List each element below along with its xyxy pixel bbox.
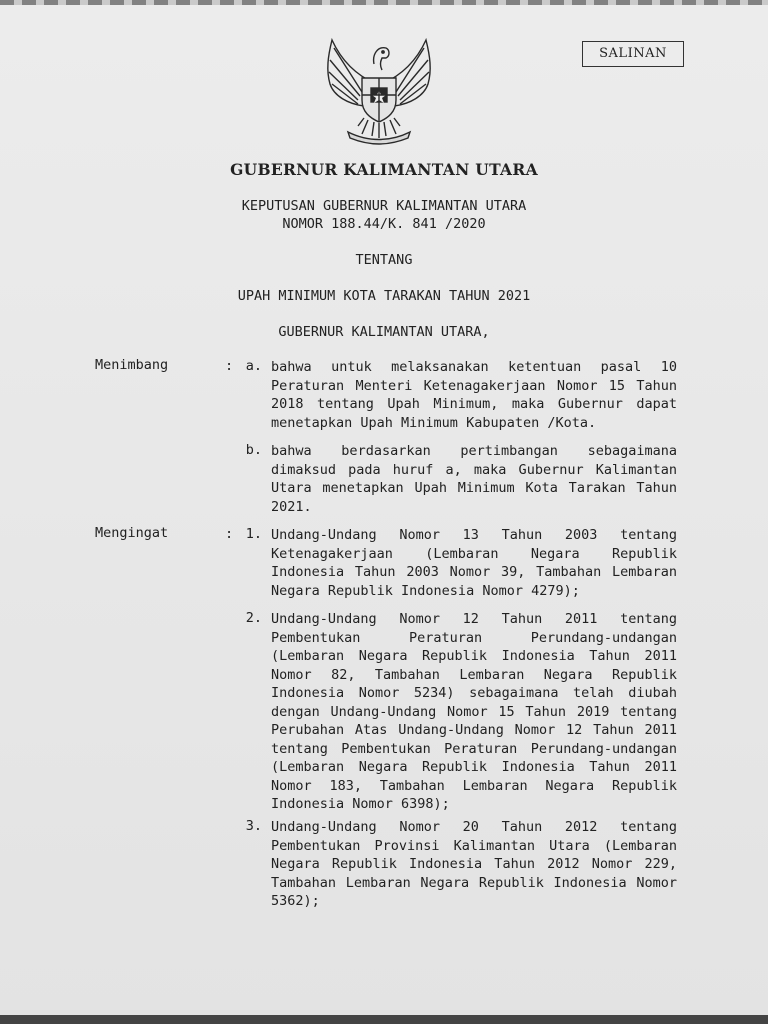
governor-heading: GUBERNUR KALIMANTAN UTARA xyxy=(230,160,538,179)
mengingat-item-3: Undang-Undang Nomor 20 Tahun 2012 tentang Pembentukan Provinsi Kalimantan Utara (Lembaran Negara Republik Indonesia Tahun 2012 Nomor 229, Tambahan Lembaran Negara Republik Indonesia Nomor 5362); xyxy=(271,819,677,909)
decree-subject: UPAH MINIMUM KOTA TARAKAN TAHUN 2021 xyxy=(237,288,531,304)
mengingat-item-1: Undang-Undang Nomor 13 Tahun 2003 tentang Ketenagakerjaan (Lembaran Negara Republik Indonesia Tahun 2003 Nomor 39, Tambahan Lembaran Negara Republik Indonesia Nomor 4279); xyxy=(271,527,677,599)
scan-top-edge xyxy=(0,0,768,5)
menimbang-item-a: bahwa untuk melaksanakan ketentuan pasal 10 Peraturan Menteri Ketenagakerjaan Nomor 15 Tahun 2018 tentang Upah Minimum, maka Gubernur dapat menetapkan Upah Minimum Kabupaten /Kota. xyxy=(271,359,677,431)
mengingat-label: Mengingat xyxy=(95,525,169,541)
mengingat-marker-3: 3. xyxy=(245,818,262,834)
mengingat-marker-2: 2. xyxy=(245,610,262,626)
menimbang-item-b: bahwa berdasarkan pertimbangan sebagaimana dimaksud pada huruf a, maka Gubernur Kalimantan Utara menetapkan Upah Minimum Kota Tarakan Tahun 2021. xyxy=(271,443,677,515)
menimbang-colon: : xyxy=(225,358,234,374)
garuda-emblem-icon xyxy=(318,34,440,146)
mengingat-marker-1: 1. xyxy=(245,526,262,542)
scan-bottom-edge xyxy=(0,1015,768,1024)
menimbang-label: Menimbang xyxy=(95,357,169,373)
authority-line: GUBERNUR KALIMANTAN UTARA, xyxy=(278,324,490,340)
menimbang-marker-a: a. xyxy=(245,358,262,374)
menimbang-marker-b: b. xyxy=(245,442,262,458)
tentang-heading: TENTANG xyxy=(355,252,413,268)
decree-title: KEPUTUSAN GUBERNUR KALIMANTAN UTARA xyxy=(241,198,527,214)
mengingat-colon: : xyxy=(225,526,234,542)
decree-number: NOMOR 188.44/K. 841 /2020 xyxy=(282,216,486,232)
salinan-stamp: SALINAN xyxy=(582,41,684,67)
mengingat-item-2: Undang-Undang Nomor 12 Tahun 2011 tentang Pembentukan Peraturan Perundang-undangan (Lembaran Negara Republik Indonesia Tahun 2011 Nomor 82, Tambahan Lembaran Negara Republik Indonesia Nomor 5234) sebagaimana telah diubah dengan Undang-Undang Nomor 15 Tahun 2019 tentang Perubahan Atas Undang-Undang Nomor 12 Tahun 2011 tentang Pembentukan Peraturan Perundang-undangan (Lembaran Negara Republik Indonesia Tahun 2011 Nomor 183, Tambahan Lembaran Negara Republik Indonesia Nomor 6398); xyxy=(271,611,677,812)
